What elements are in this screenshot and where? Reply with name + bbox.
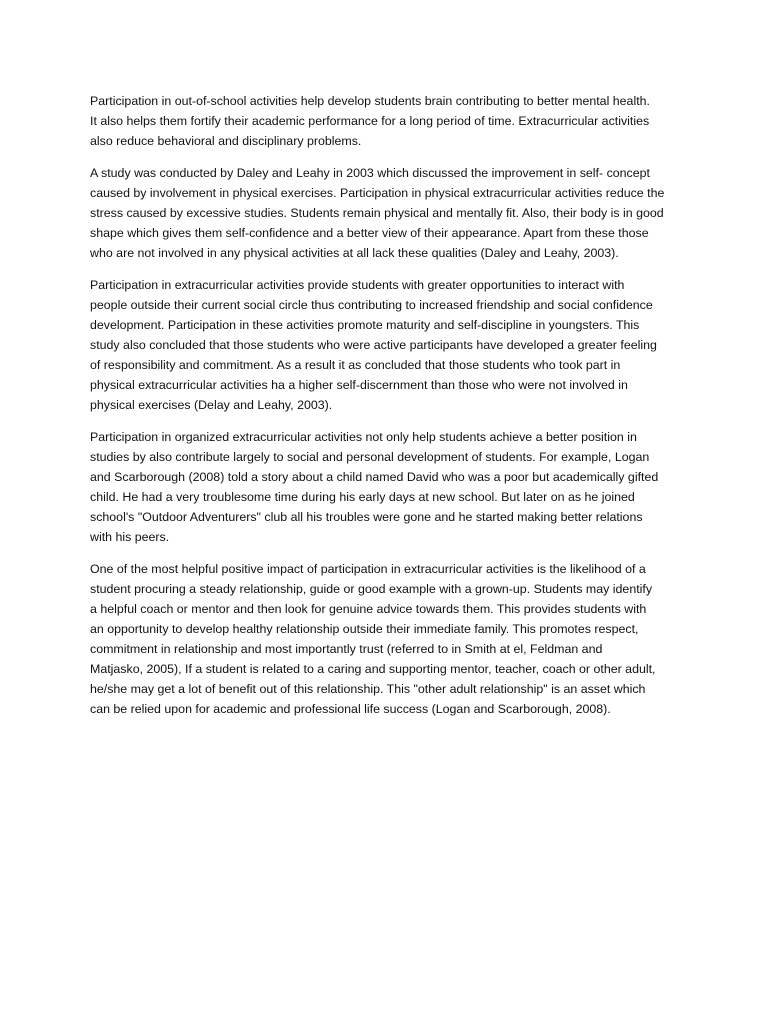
paragraph-1	[90, 91, 680, 151]
text-line: Matjasko, 2005), If a student is related to a caring and supporting mentor, teacher, coach or other adult,	[90, 662, 656, 676]
text-line: It also helps them fortify their academic performance for a long period of time. Extracurricular activities	[90, 114, 650, 128]
paragraph-4	[90, 427, 680, 547]
text-line: shape which gives them self-confidence and a better view of their appearance. Apart from these those	[90, 226, 649, 240]
text-line: caused by involvement in physical exercises. Participation in physical extracurricular activities reduce the	[90, 186, 665, 200]
text-line: One of the most helpful positive impact of participation in extracurricular activities is the likelihood of a	[90, 562, 646, 576]
text-line: people outside their current social circle thus contributing to increased friendship and social confidence	[90, 298, 653, 312]
paragraph-spacer	[90, 151, 680, 163]
text-line: commitment in relationship and most importantly trust (referred to in Smith at el, Feldman and	[90, 642, 603, 656]
paragraph-2	[90, 163, 680, 263]
text-line: studies by also contribute largely to social and personal development of students. For example, Logan	[90, 450, 650, 464]
text-line: can be relied upon for academic and professional life success (Logan and Scarborough, 2008).	[90, 702, 611, 716]
text-line: a helpful coach or mentor and then look for genuine advice towards them. This provides students with	[90, 602, 647, 616]
document-body	[90, 91, 680, 719]
text-line: and Scarborough (2008) told a story about a child named David who was a poor but academically gifted	[90, 470, 659, 484]
paragraph-3	[90, 275, 680, 415]
text-line: he/she may get a lot of benefit out of this relationship. This "other adult relationship" is an asset which	[90, 682, 646, 696]
paragraph-5	[90, 559, 680, 719]
text-line: student procuring a steady relationship, guide or good example with a grown-up. Students may identify	[90, 582, 653, 596]
text-line: stress caused by excessive studies. Students remain physical and mentally fit. Also, their body is in good	[90, 206, 664, 220]
text-line: also reduce behavioral and disciplinary problems.	[90, 134, 362, 148]
text-line: development. Participation in these activities promote maturity and self-discipline in youngsters. This	[90, 318, 640, 332]
text-line: Participation in organized extracurricular activities not only help students achieve a better position in	[90, 430, 637, 444]
paragraph-spacer	[90, 547, 680, 559]
text-line: with his peers.	[90, 530, 170, 544]
text-line: A study was conducted by Daley and Leahy in 2003 which discussed the improvement in self- concept	[90, 166, 650, 180]
text-line: study also concluded that those students who were active participants have developed a greater feeling	[90, 338, 657, 352]
text-line: an opportunity to develop healthy relationship outside their immediate family. This promotes respect,	[90, 622, 639, 636]
text-line: of responsibility and commitment. As a result it as concluded that those students who took part in	[90, 358, 621, 372]
paragraph-spacer	[90, 415, 680, 427]
text-line: who are not involved in any physical activities at all lack these qualities (Daley and Leahy, 2003).	[90, 246, 619, 260]
text-line: Participation in extracurricular activities provide students with greater opportunities to interact with	[90, 278, 625, 292]
text-line: child. He had a very troublesome time during his early days at new school. But later on as he joined	[90, 490, 635, 504]
paragraph-spacer	[90, 263, 680, 275]
text-line: school's "Outdoor Adventurers" club all his troubles were gone and he started making better relations	[90, 510, 643, 524]
text-line: physical exercises (Delay and Leahy, 2003).	[90, 398, 333, 412]
text-line: Participation in out-of-school activities help develop students brain contributing to better mental health.	[90, 94, 650, 108]
text-line: physical extracurricular activities ha a higher self-discernment than those who were not involved in	[90, 378, 628, 392]
